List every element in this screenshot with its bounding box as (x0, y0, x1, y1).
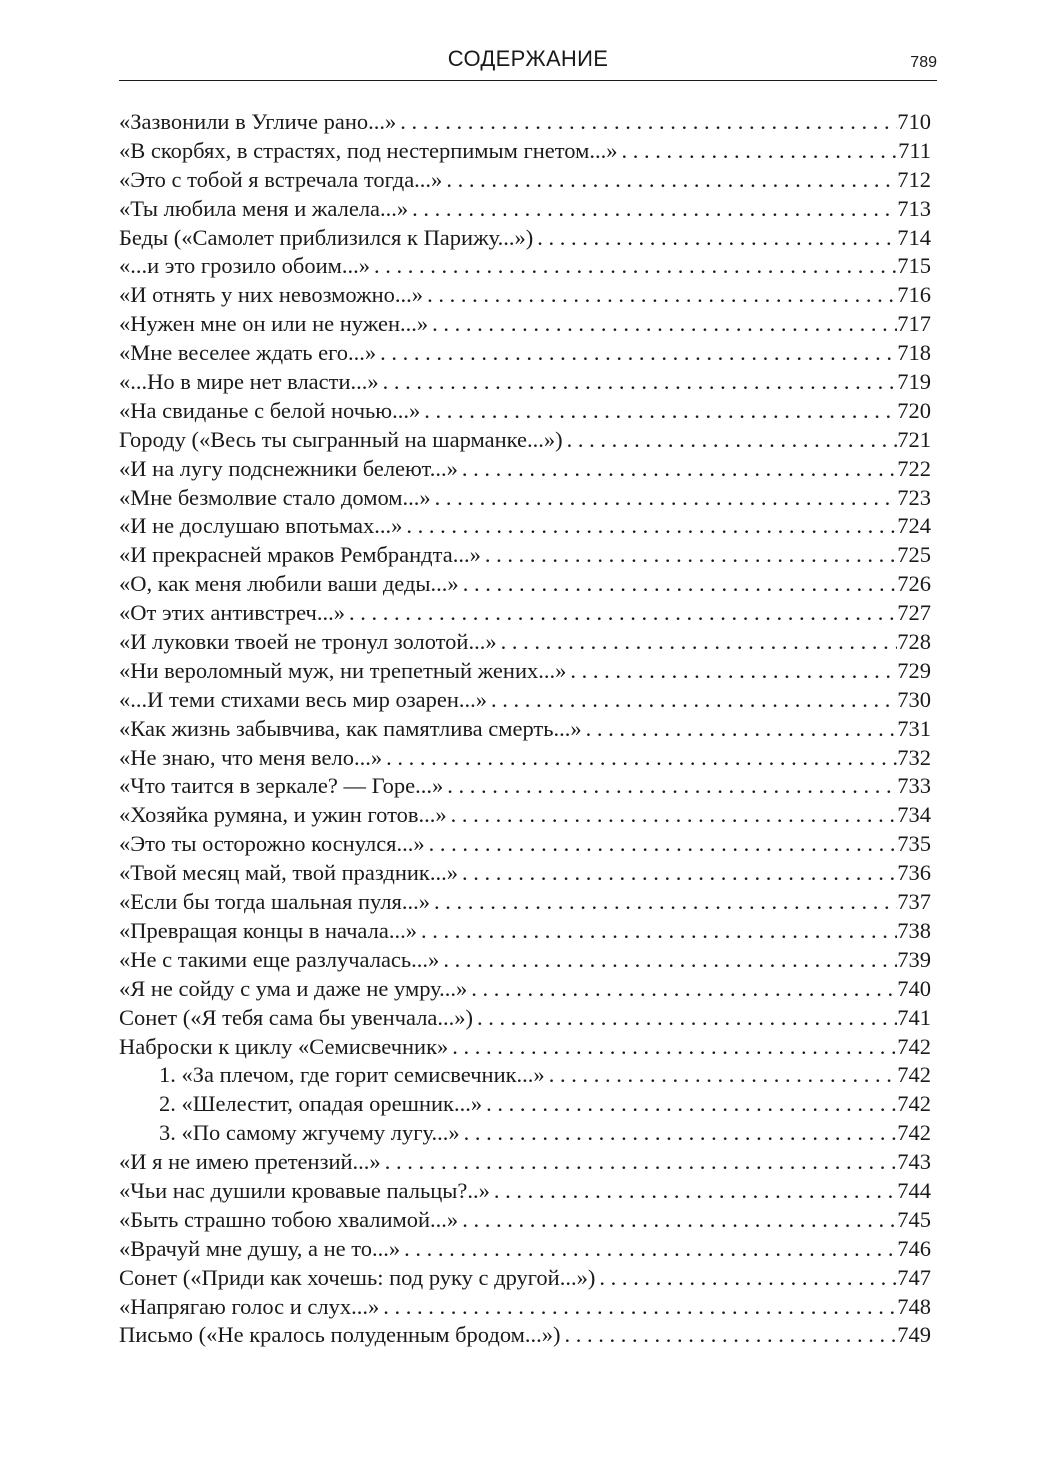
dot-leader (501, 628, 898, 657)
dot-leader (570, 657, 897, 686)
dot-leader (383, 1293, 897, 1322)
dot-leader (621, 137, 898, 166)
dot-leader (485, 541, 897, 570)
dot-leader (400, 108, 897, 137)
entry-title: «Твой месяц май, твой праздник...» (119, 860, 458, 886)
toc-entry (119, 195, 931, 224)
entry-page-number: 723 (897, 484, 931, 510)
toc-entry (119, 772, 931, 801)
dot-leader (462, 859, 897, 888)
entry-title: Городу («Весь ты сыгранный на шарманке...») (119, 426, 563, 452)
toc-entry (119, 166, 931, 195)
entry-page-number: 721 (897, 426, 931, 452)
toc-entry (119, 339, 931, 368)
dot-leader (429, 830, 898, 859)
toc-entry (119, 917, 931, 946)
dot-leader (599, 1264, 897, 1293)
entry-page-number: 710 (897, 109, 931, 134)
entry-title: «Что таится в зеркале? — Горе...» (119, 773, 444, 799)
entry-page-number: 747 (897, 1264, 931, 1290)
entry-title: Беды («Самолет приблизился к Парижу...») (119, 224, 534, 250)
entry-page-number: 731 (897, 715, 931, 741)
toc-entry (119, 108, 931, 137)
entry-page-number: 742 (897, 1062, 931, 1088)
toc-entry (119, 1321, 931, 1350)
entry-page-number: 717 (897, 311, 931, 337)
entry-page-number: 746 (897, 1235, 931, 1261)
dot-leader (451, 801, 898, 830)
toc-entry (119, 1235, 931, 1264)
dot-leader (549, 1061, 898, 1090)
entry-page-number: 726 (897, 571, 931, 597)
entry-title: «Врачуй мне душу, а не то...» (119, 1235, 401, 1261)
entry-page-number: 729 (897, 657, 931, 683)
dot-leader (462, 1206, 897, 1235)
entry-title: «О, как меня любили ваши деды...» (119, 571, 459, 597)
entry-title: Письмо («Не кралось полуденным бродом...») (119, 1322, 561, 1348)
entry-page-number: 711 (898, 137, 931, 163)
entry-title: Наброски к циклу «Семисвечник» (119, 1033, 449, 1059)
entry-title: «Ни вероломный муж, ни трепетный жених...» (119, 657, 567, 683)
entry-page-number: 713 (897, 195, 931, 221)
dot-leader (386, 744, 897, 773)
dot-leader (380, 339, 897, 368)
entry-page-number: 734 (897, 802, 931, 828)
dot-leader (374, 252, 897, 281)
dot-leader (427, 281, 897, 310)
toc-entry (119, 599, 931, 628)
entry-title: 3. «По самому жгучему лугу...» (159, 1120, 460, 1146)
entry-page-number: 720 (897, 397, 931, 423)
entry-title: «Я не сойду с ума и даже не умру...» (119, 975, 468, 1001)
toc-entry (119, 744, 931, 773)
entry-title: «И на лугу подснежники белеют...» (119, 455, 458, 481)
toc-entry (119, 1293, 931, 1322)
dot-leader (586, 715, 898, 744)
entry-page-number: 730 (897, 686, 931, 712)
entry-page-number: 735 (897, 831, 931, 857)
dot-leader (486, 1090, 897, 1119)
dot-leader (349, 599, 897, 628)
entry-page-number: 718 (897, 340, 931, 366)
entry-title: «...и это грозило обоим...» (119, 253, 370, 279)
toc-entry (119, 397, 931, 426)
entry-title: «Не с такими еще разлучалась...» (119, 946, 440, 972)
entry-title: «Чьи нас душили кровавые пальцы?..» (119, 1177, 490, 1203)
entry-title: «В скорбях, в страстях, под нестерпимым гнетом...» (119, 137, 618, 163)
entry-title: «Нужен мне он или не нужен...» (119, 311, 429, 337)
toc-entry (119, 1177, 931, 1206)
entry-page-number: 737 (897, 889, 931, 915)
toc-entry (119, 657, 931, 686)
entry-page-number: 712 (897, 166, 931, 192)
toc-subentry (119, 1090, 931, 1119)
table-of-contents (119, 108, 931, 1350)
entry-title: Сонет («Я тебя сама бы увенчала...») (119, 1004, 474, 1030)
entry-page-number: 716 (897, 282, 931, 308)
entry-page-number: 749 (897, 1322, 931, 1348)
entry-page-number: 741 (897, 1004, 931, 1030)
entry-title: Сонет («Приди как хочешь: под руку с другой...») (119, 1264, 596, 1290)
dot-leader (464, 1119, 898, 1148)
dot-leader (537, 224, 897, 253)
toc-entry (119, 541, 931, 570)
entry-title: «И луковки твоей не тронул золотой...» (119, 629, 497, 655)
dot-leader (406, 512, 897, 541)
dot-leader (494, 1177, 897, 1206)
toc-entry (119, 1148, 931, 1177)
toc-entry (119, 801, 931, 830)
dot-leader (491, 686, 897, 715)
toc-subentry (119, 1119, 931, 1148)
toc-entry (119, 859, 931, 888)
entry-page-number: 722 (897, 455, 931, 481)
entry-page-number: 728 (897, 629, 931, 655)
entry-title: «...Но в мире нет власти...» (119, 369, 379, 395)
entry-page-number: 719 (897, 369, 931, 395)
toc-entry (119, 686, 931, 715)
toc-entry (119, 946, 931, 975)
entry-title: «И прекрасней мраков Рембрандта...» (119, 542, 481, 568)
running-header (119, 44, 937, 81)
dot-leader (435, 484, 898, 513)
entry-page-number: 743 (897, 1149, 931, 1175)
entry-title: 1. «За плечом, где горит семисвечник...» (159, 1062, 545, 1088)
entry-page-number: 725 (897, 542, 931, 568)
entry-page-number: 739 (897, 946, 931, 972)
dot-leader (443, 946, 897, 975)
toc-entry (119, 252, 931, 281)
toc-entry (119, 137, 931, 166)
entry-title: «И я не имею претензий...» (119, 1149, 381, 1175)
dot-leader (434, 888, 897, 917)
toc-entry (119, 830, 931, 859)
toc-entry (119, 512, 931, 541)
entry-page-number: 745 (897, 1206, 931, 1232)
entry-page-number: 714 (897, 224, 931, 250)
entry-title: «И отнять у них невозможно...» (119, 282, 424, 308)
toc-entry (119, 1004, 931, 1033)
entry-page-number: 732 (897, 744, 931, 770)
dot-leader (424, 397, 897, 426)
dot-leader (385, 1148, 898, 1177)
dot-leader (421, 917, 897, 946)
entry-title: «Это ты осторожно коснулся...» (119, 831, 425, 857)
toc-entry (119, 426, 931, 455)
toc-entry (119, 628, 931, 657)
entry-title: «Ты любила меня и жалела...» (119, 195, 409, 221)
entry-page-number: 724 (897, 513, 931, 539)
dot-leader (404, 1235, 897, 1264)
page-title: СОДЕРЖАНИЕ (447, 46, 609, 71)
toc-entry (119, 888, 931, 917)
entry-page-number: 748 (897, 1293, 931, 1319)
entry-title: 2. «Шелестит, опадая орешник...» (159, 1091, 483, 1117)
entry-page-number: 742 (897, 1033, 931, 1059)
entry-title: «...И теми стихами весь мир озарен...» (119, 686, 488, 712)
toc-entry (119, 1206, 931, 1235)
entry-title: «Хозяйка румяна, и ужин готов...» (119, 802, 447, 828)
entry-title: «Не знаю, что меня вело...» (119, 744, 383, 770)
toc-entry (119, 975, 931, 1004)
entry-title: «Быть страшно тобою хвалимой...» (119, 1206, 459, 1232)
entry-page-number: 738 (897, 917, 931, 943)
dot-leader (452, 1033, 897, 1062)
toc-entry (119, 570, 931, 599)
toc-entry (119, 368, 931, 397)
toc-entry (119, 715, 931, 744)
toc-entry (119, 310, 931, 339)
entry-title: «Напрягаю голос и слух...» (119, 1293, 380, 1319)
page-number: 789 (910, 54, 937, 71)
dot-leader (462, 455, 897, 484)
entry-title: «Это с тобой я встречала тогда...» (119, 166, 443, 192)
entry-title: «Если бы тогда шальная пуля...» (119, 889, 431, 915)
entry-page-number: 742 (897, 1091, 931, 1117)
toc-entry (119, 281, 931, 310)
dot-leader (412, 195, 897, 224)
entry-title: «Мне безмолвие стало домом...» (119, 484, 431, 510)
entry-title: «Мне веселее ждать его...» (119, 340, 377, 366)
entry-page-number: 733 (897, 773, 931, 799)
dot-leader (471, 975, 897, 1004)
toc-entry (119, 1033, 931, 1062)
dot-leader (447, 772, 897, 801)
entry-page-number: 736 (897, 860, 931, 886)
dot-leader (463, 570, 898, 599)
dot-leader (446, 166, 897, 195)
entry-title: «На свиданье с белой ночью...» (119, 397, 421, 423)
entry-title: «Зазвонили в Угличе рано...» (119, 109, 397, 134)
toc-entry (119, 1264, 931, 1293)
entry-page-number: 727 (897, 600, 931, 626)
toc-entry (119, 455, 931, 484)
toc-entry (119, 484, 931, 513)
entry-page-number: 715 (897, 253, 931, 279)
dot-leader (565, 1321, 898, 1350)
toc-subentry (119, 1061, 931, 1090)
dot-leader (567, 426, 898, 455)
dot-leader (432, 310, 897, 339)
dot-leader (477, 1004, 897, 1033)
entry-title: «Превращая концы в начала...» (119, 917, 417, 943)
entry-title: «И не дослушаю впотьмах...» (119, 513, 403, 539)
dot-leader (383, 368, 898, 397)
entry-title: «От этих антивстреч...» (119, 600, 345, 626)
entry-page-number: 740 (897, 975, 931, 1001)
entry-title: «Как жизнь забывчива, как памятлива смерть...» (119, 715, 582, 741)
entry-page-number: 742 (897, 1120, 931, 1146)
entry-page-number: 744 (897, 1177, 931, 1203)
toc-entry (119, 224, 931, 253)
